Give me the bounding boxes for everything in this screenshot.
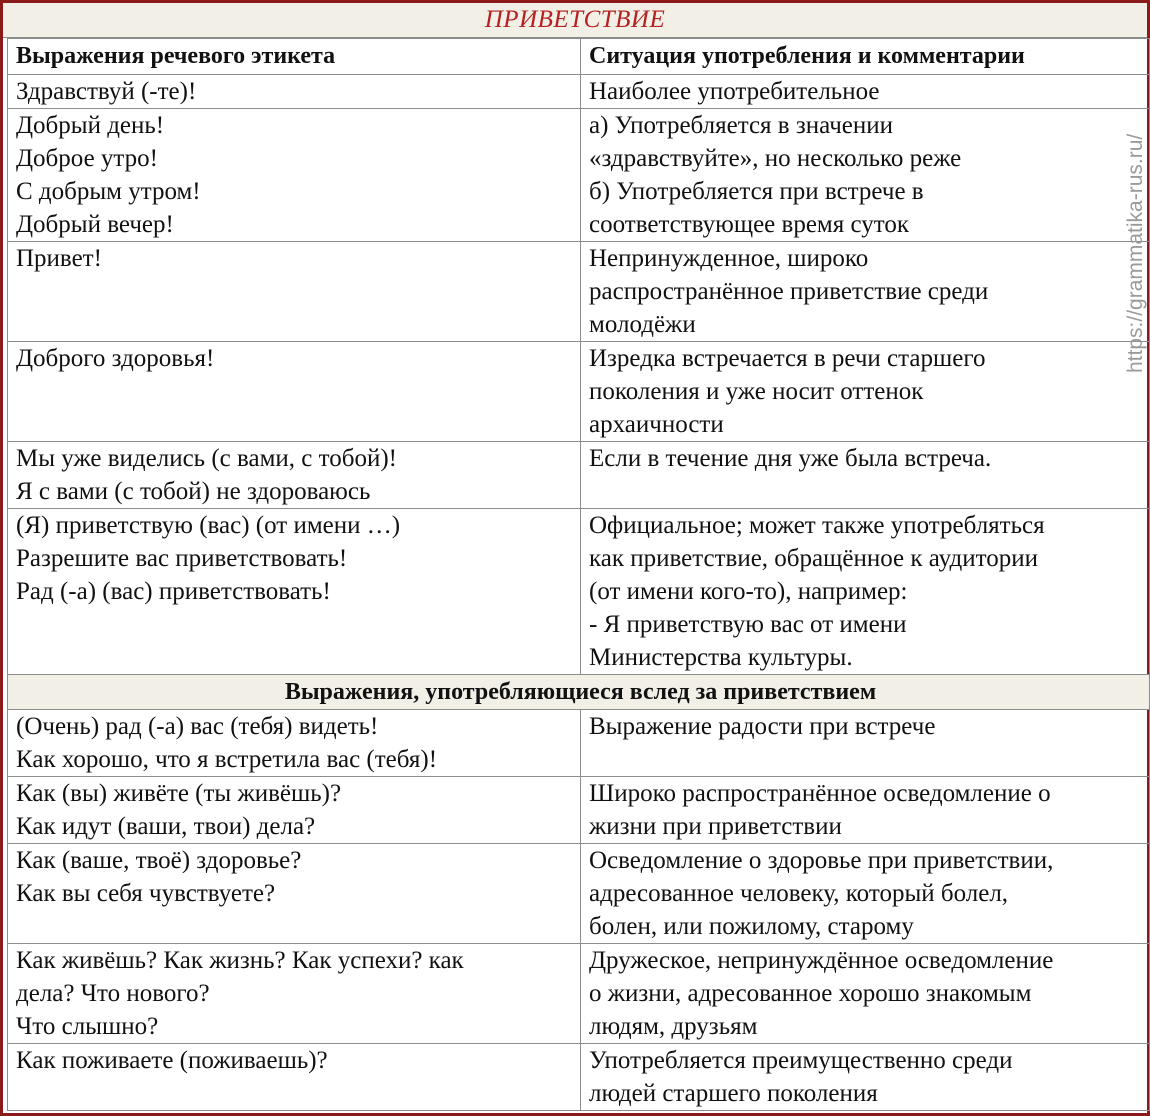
comment-cell — [581, 777, 1150, 844]
expression-cell — [8, 844, 581, 944]
table-row — [8, 442, 1150, 509]
cell-line: Добрый вечер! — [16, 211, 174, 238]
comment-cell — [581, 844, 1150, 944]
table-row — [8, 342, 1150, 442]
cell-line: Что слышно? — [16, 1013, 159, 1040]
cell-line: (Очень) рад (-а) вас (тебя) видеть! — [16, 713, 379, 740]
cell-line: Дружеское, непринуждённое осведомление — [589, 947, 1054, 974]
cell-line: (от имени кого-то), например: — [589, 578, 908, 605]
expression-cell — [8, 710, 581, 777]
after-greeting-rows — [8, 710, 1150, 1111]
comment-cell — [581, 442, 1150, 509]
cell-line: людям, друзьям — [589, 1013, 758, 1040]
cell-line: Как живёшь? Как жизнь? Как успехи? как — [16, 947, 464, 974]
cell-line: Изредка встречается в речи старшего — [589, 345, 986, 372]
section-title: Выражения, употребляющиеся вслед за приветствием — [8, 675, 1150, 710]
comment-cell — [581, 509, 1150, 675]
cell-line: а) Употребляется в значении — [589, 112, 894, 139]
comment-cell — [581, 944, 1150, 1044]
section-row — [8, 675, 1150, 710]
cell-line: Мы уже виделись (с вами, с тобой)! — [16, 445, 397, 472]
cell-line: Наиболее употребительное — [589, 78, 880, 105]
expression-cell — [8, 109, 581, 242]
table-row — [8, 1044, 1150, 1111]
etiquette-table — [7, 38, 1150, 1111]
cell-line: жизни при приветствии — [589, 813, 842, 840]
table-row — [8, 777, 1150, 844]
comment-cell — [581, 342, 1150, 442]
header-row — [8, 39, 1150, 75]
cell-line: Как (вы) живёте (ты живёшь)? — [16, 780, 342, 807]
comment-cell — [581, 1044, 1150, 1111]
cell-line: Министерства культуры. — [589, 644, 853, 671]
comment-cell — [581, 109, 1150, 242]
expression-cell — [8, 442, 581, 509]
cell-line: о жизни, адресованное хорошо знакомым — [589, 980, 1032, 1007]
cell-line: Разрешите вас приветствовать! — [16, 545, 348, 572]
header-col-comments: Ситуация употребления и комментарии — [581, 39, 1150, 75]
cell-line: Официальное; может также употребляться — [589, 512, 1045, 539]
cell-line: Здравствуй (-те)! — [16, 78, 197, 105]
cell-line: распространённое приветствие среди — [589, 278, 989, 305]
cell-line: соответствующее время суток — [589, 211, 909, 238]
cell-line: болен, или пожилому, старому — [589, 913, 914, 940]
table-row — [8, 944, 1150, 1044]
cell-line: Как вы себя чувствуете? — [16, 880, 276, 907]
cell-line: молодёжи — [589, 311, 696, 338]
cell-line: Широко распространённое осведомление о — [589, 780, 1051, 807]
cell-line: Я с вами (с тобой) не здороваюсь — [16, 478, 371, 505]
table-row — [8, 710, 1150, 777]
comment-cell — [581, 710, 1150, 777]
cell-line: Выражение радости при встрече — [589, 713, 936, 740]
table-row — [8, 509, 1150, 675]
cell-line: Употребляется преимущественно среди — [589, 1047, 1013, 1074]
header-col-expressions: Выражения речевого этикета — [8, 39, 581, 75]
cell-line: Привет! — [16, 245, 102, 272]
expression-cell — [8, 242, 581, 342]
table-row — [8, 109, 1150, 242]
expression-cell — [8, 75, 581, 109]
cell-line: дела? Что нового? — [16, 980, 210, 1007]
page-title: ПРИВЕТСТВИЕ — [3, 3, 1147, 38]
cell-line: «здравствуйте», но несколько реже — [589, 145, 962, 172]
cell-line: - Я приветствую вас от имени — [589, 611, 907, 638]
cell-line: Как хорошо, что я встретила вас (тебя)! — [16, 746, 438, 773]
cell-line: адресованное человеку, который болел, — [589, 880, 1009, 907]
cell-line: С добрым утром! — [16, 178, 201, 205]
cell-line: Рад (-а) (вас) приветствовать! — [16, 578, 331, 605]
expression-cell — [8, 1044, 581, 1111]
watermark-url: https://grammatika-rus.ru/ — [1124, 133, 1147, 373]
cell-line: Доброго здоровья! — [16, 345, 215, 372]
table-row — [8, 75, 1150, 109]
cell-line: Непринужденное, широко — [589, 245, 869, 272]
expression-cell — [8, 509, 581, 675]
cell-line: архаичности — [589, 411, 724, 438]
cell-line: Осведомление о здоровье при приветствии, — [589, 847, 1054, 874]
cell-line: (Я) приветствую (вас) (от имени …) — [16, 512, 401, 539]
expression-cell — [8, 342, 581, 442]
cell-line: поколения и уже носит оттенок — [589, 378, 924, 405]
cell-line: б) Употребляется при встрече в — [589, 178, 924, 205]
cell-line: как приветствие, обращённое к аудитории — [589, 545, 1038, 572]
cell-line: людей старшего поколения — [589, 1080, 878, 1107]
expression-cell — [8, 944, 581, 1044]
expression-cell — [8, 777, 581, 844]
table-row — [8, 844, 1150, 944]
cell-line: Как поживаете (поживаешь)? — [16, 1047, 328, 1074]
cell-line: Добрый день! — [16, 112, 165, 139]
cell-line: Доброе утро! — [16, 145, 158, 172]
table-row — [8, 242, 1150, 342]
comment-cell — [581, 242, 1150, 342]
greeting-rows — [8, 75, 1150, 675]
comment-cell — [581, 75, 1150, 109]
cell-line: Как (ваше, твоё) здоровье? — [16, 847, 302, 874]
cell-line: Как идут (ваши, твои) дела? — [16, 813, 316, 840]
cell-line: Если в течение дня уже была встреча. — [589, 445, 992, 472]
